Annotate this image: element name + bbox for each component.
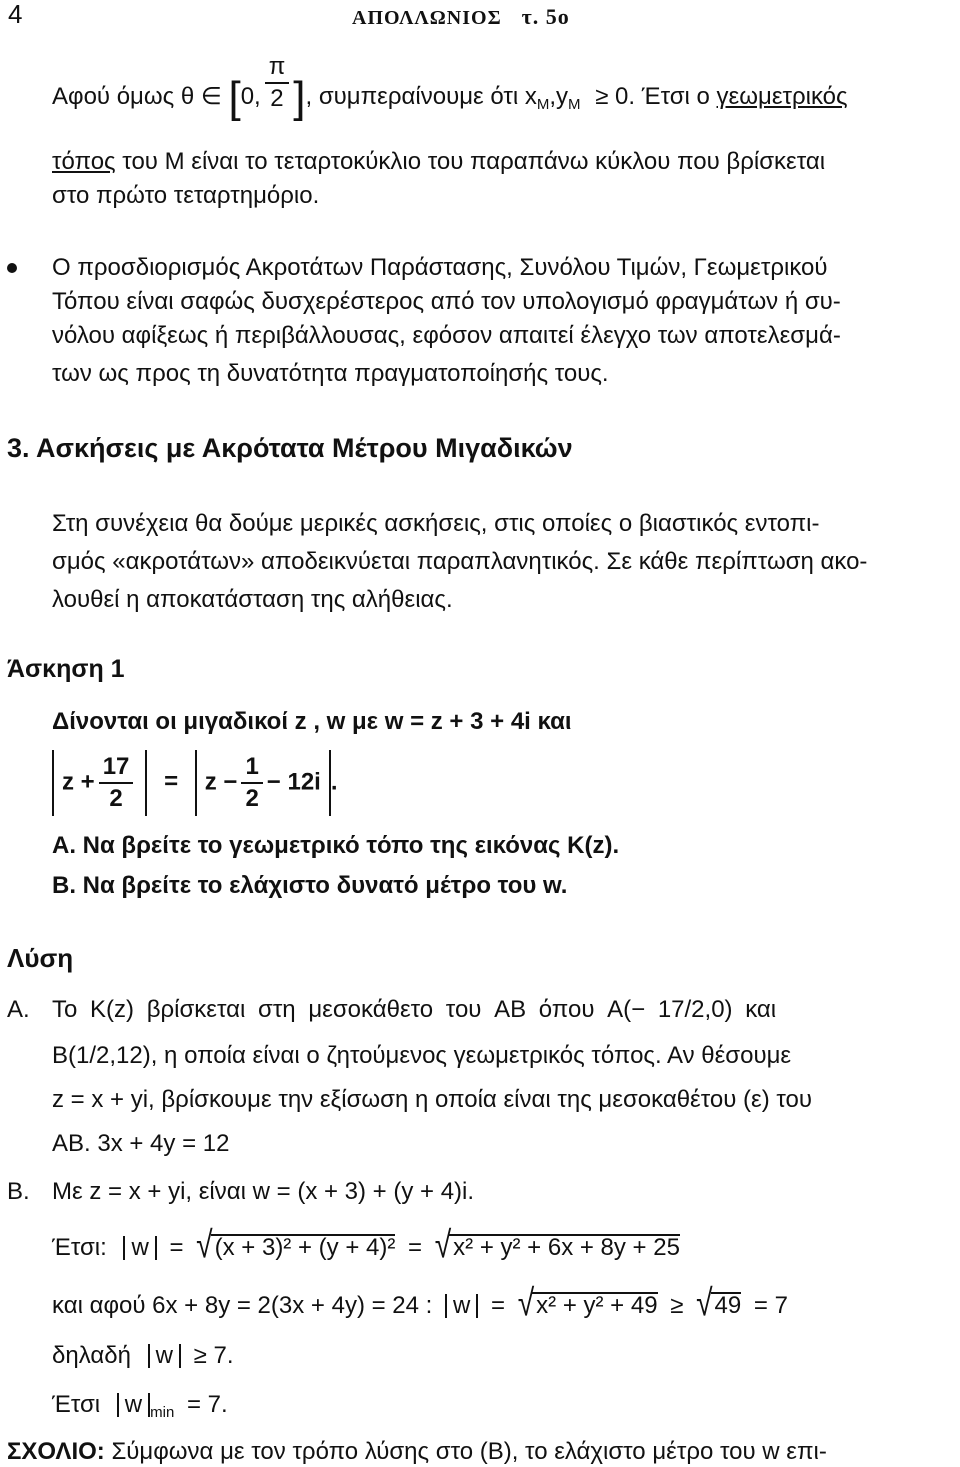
subscript-m2: M	[568, 96, 581, 113]
pi-over-two	[265, 54, 290, 112]
solution-b-line-1: Με z = x + yi, είναι w = (x + 3) + (y + 4)i.	[52, 1178, 475, 1205]
etsi-min-label: Έτσι	[52, 1391, 101, 1418]
w-var-4: w	[124, 1391, 143, 1418]
part-a-question: Α. Να βρείτε το γεωμετρικό τόπο της εικόνας K(z).	[52, 832, 620, 859]
modulus-w-1	[123, 1236, 156, 1260]
bullet-icon	[7, 263, 17, 273]
radicand-3: x² + y² + 49	[532, 1292, 657, 1318]
frac-1-2	[241, 754, 262, 812]
etsi-eq-1: =	[169, 1234, 184, 1261]
sqrt-icon: √	[696, 1282, 713, 1324]
section-intro-line-2: σμός «ακροτάτων» αποδεικνύεται παραπλανητικός. Σε κάθε περίπτωση ακο-	[52, 548, 868, 575]
radicand-1: (x + 3)² + (y + 4)²	[211, 1234, 396, 1260]
etsi-label: Έτσι:	[52, 1234, 107, 1261]
dilad-end: ≥ 7.	[193, 1342, 234, 1369]
intro-line-2	[52, 150, 825, 174]
modulus-w-4	[117, 1393, 150, 1417]
interval-left: 0,	[240, 83, 261, 110]
den-2a: 2	[109, 785, 123, 812]
comment-label: ΣΧΟΛΙΟ:	[7, 1438, 105, 1465]
intro-line-3: στο πρώτο τεταρτημόριο.	[52, 182, 320, 209]
eq-z-minus: z −	[204, 768, 238, 796]
num-17: 17	[99, 754, 134, 784]
comment-text: Σύμφωνα με τον τρόπο λύσης στο (Β), το ελάχιστο μέτρο του w επι-	[111, 1438, 827, 1465]
interval-bracket: [	[228, 73, 241, 122]
pi-symbol: π	[265, 54, 290, 84]
page-number: 4	[8, 0, 23, 29]
intro-text-1: Αφού όμως θ ∈	[52, 83, 222, 110]
sqrt-icon: √	[517, 1282, 535, 1324]
abs-left	[52, 750, 147, 816]
solution-a-label: Α.	[7, 996, 30, 1023]
modulus-w-2	[445, 1294, 478, 1318]
eq-equals: =	[164, 768, 179, 796]
etsi-eq-2: =	[408, 1234, 423, 1261]
etsi-min-line	[52, 1393, 228, 1425]
comment-line	[7, 1440, 827, 1464]
intro-text-3: ≥ 0. Έτσι ο	[595, 83, 710, 110]
w-var-1: w	[131, 1234, 149, 1261]
running-title-text: ΑΠΟΛΛΩΝΙΟΣ	[352, 7, 502, 29]
dilad-label: δηλαδή	[52, 1342, 131, 1369]
solution-title: Λύση	[7, 943, 74, 973]
two-denominator: 2	[270, 85, 284, 112]
bullet-line-4: των ως προς τη δυνατότητα πραγματοποίησής τους.	[52, 360, 609, 387]
bullet-line-2: Τόπου είναι σαφώς δυσχερέστερος από τον υπολογισμό φραγμάτων ή συ-	[52, 288, 841, 315]
exercise-equation	[52, 750, 338, 816]
solution-a-line-2: B(1/2,12), η οποία είναι ο ζητούμενος γεωμετρικός τόπος. Αν θέσουμε	[52, 1042, 792, 1069]
sqrt-icon: √	[434, 1224, 452, 1266]
abs-right	[195, 750, 331, 816]
num-1: 1	[241, 754, 262, 784]
intro-underlined-2: τόπος	[52, 148, 116, 175]
eq-tail: − 12i	[266, 768, 321, 796]
kai-text: και αφού 6x + 8y = 2(3x + 4y) = 24 :	[52, 1292, 433, 1319]
min-subscript: min	[150, 1404, 175, 1421]
intro-underlined-1: γεωμετρικός	[716, 83, 848, 110]
section-heading: 3. Ασκήσεις με Ακρότατα Μέτρου Μιγαδικών	[7, 433, 573, 463]
modulus-w-3	[148, 1344, 181, 1368]
sqrt-icon: √	[196, 1224, 213, 1266]
kai-end: = 7	[753, 1292, 788, 1319]
intro-text-2: , συμπεραίνουμε ότι x	[305, 83, 537, 110]
subscript-m1: M	[536, 96, 550, 113]
section-intro-line-1: Στη συνέχεια θα δούμε μερικές ασκήσεις, στις οποίες ο βιαστικός εντοπι-	[52, 510, 820, 537]
solution-a-line-3: z = x + yi, βρίσκουμε την εξίσωση η οποία είναι της μεσοκαθέτου (ε) του	[52, 1086, 812, 1113]
bullet-line-3: νόλου αφίξεως ή περιβάλλουσας, εφόσον απαιτεί έλεγχο των αποτελεσμά-	[52, 322, 841, 349]
kai-ge: ≥	[670, 1292, 684, 1319]
bullet-line-1: Ο προσδιορισμός Ακροτάτων Παράστασης, Συνόλου Τιμών, Γεωμετρικού	[52, 254, 828, 281]
running-title	[352, 4, 570, 30]
part-b-question: Β. Να βρείτε το ελάχιστο δυνατό μέτρο του w.	[52, 872, 568, 899]
solution-b-label: Β.	[7, 1178, 30, 1205]
intro-line-1	[52, 53, 848, 122]
frac-17-2	[99, 754, 134, 812]
etsi-line	[52, 1224, 680, 1266]
solution-a-line-4: AB. 3x + 4y = 12	[52, 1130, 230, 1157]
kai-line	[52, 1282, 788, 1324]
radicand-4: 49	[711, 1292, 742, 1318]
exercise-given: Δίνονται οι μιγαδικοί z , w με w = z + 3 + 4i και	[52, 708, 572, 735]
kai-eq: =	[491, 1292, 506, 1319]
w-var-3: w	[155, 1342, 173, 1369]
intro-line-2-text: του Μ είναι το τεταρτοκύκλιο του παραπάνω κύκλου που βρίσκεται	[122, 148, 826, 175]
etsi-min-end: = 7.	[186, 1391, 228, 1418]
dilad-line	[52, 1344, 233, 1368]
exercise-title: Άσκηση 1	[7, 655, 125, 683]
interval-bracket-right: ]	[293, 73, 306, 122]
volume-label: τ. 5ο	[521, 4, 570, 29]
intro-comma: ,y	[549, 83, 569, 110]
eq-end: .	[330, 768, 338, 796]
w-var-2: w	[453, 1292, 471, 1319]
radicand-2: x² + y² + 6x + 8y + 25	[449, 1234, 680, 1260]
section-intro-line-3: λουθεί η αποκατάσταση της αλήθειας.	[52, 586, 453, 613]
den-2b: 2	[245, 785, 259, 812]
solution-a-line-1: Το K(z) βρίσκεται στη μεσοκάθετο του AB όπου A(− 17/2,0) και	[52, 996, 777, 1023]
eq-z-plus: z +	[62, 768, 95, 796]
